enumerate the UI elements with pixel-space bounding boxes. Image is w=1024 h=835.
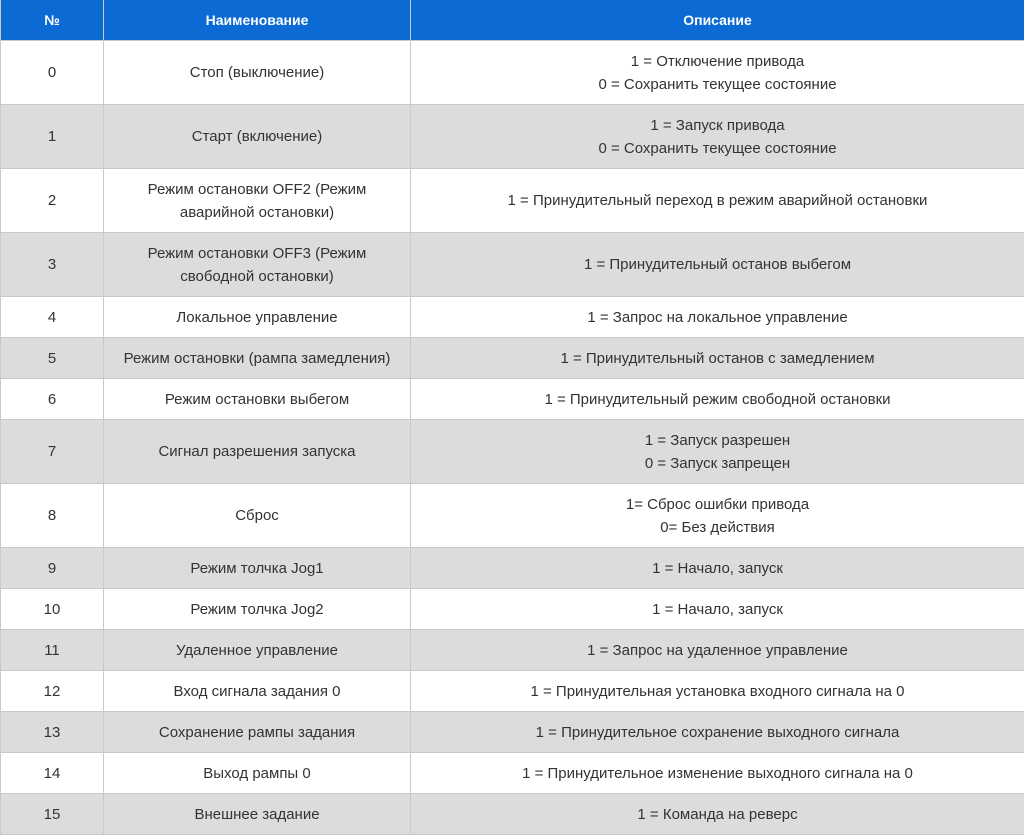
cell-number: 2 — [1, 169, 104, 233]
cell-description — [411, 379, 1024, 420]
cell-description — [411, 589, 1024, 630]
cell-number: 13 — [1, 712, 104, 753]
table-body — [1, 41, 1024, 835]
cell-description — [411, 794, 1024, 835]
description-line: 1 = Принудительное сохранение выходного сигнала — [535, 723, 900, 741]
cell-number: 7 — [1, 420, 104, 484]
cell-name: Сброс — [104, 484, 411, 548]
cell-description — [411, 233, 1024, 297]
cell-name: Локальное управление — [104, 297, 411, 338]
cell-number: 10 — [1, 589, 104, 630]
cell-name: Режим толчка Jog2 — [104, 589, 411, 630]
cell-number: 9 — [1, 548, 104, 589]
table-row — [1, 712, 1024, 753]
table-row — [1, 105, 1024, 169]
cell-number: 1 — [1, 105, 104, 169]
table-row — [1, 484, 1024, 548]
cell-description — [411, 169, 1024, 233]
description-line: 1 = Принудительный режим свободной остановки — [544, 390, 891, 408]
cell-number: 15 — [1, 794, 104, 835]
cell-name: Режим остановки выбегом — [104, 379, 411, 420]
cell-description — [411, 753, 1024, 794]
table-row — [1, 379, 1024, 420]
table-row — [1, 420, 1024, 484]
description-line: 1 = Команда на реверс — [637, 805, 798, 823]
header-number: № — [1, 0, 104, 41]
description-line: 0= Без действия — [660, 518, 775, 536]
cell-name: Сохранение рампы задания — [104, 712, 411, 753]
cell-number: 8 — [1, 484, 104, 548]
cell-name: Выход рампы 0 — [104, 753, 411, 794]
description-line: 1 = Начало, запуск — [652, 600, 783, 618]
table-row — [1, 630, 1024, 671]
cell-name: Удаленное управление — [104, 630, 411, 671]
description-line: 0 = Сохранить текущее состояние — [598, 75, 837, 93]
cell-number: 3 — [1, 233, 104, 297]
cell-description — [411, 548, 1024, 589]
description-line: 1 = Принудительный останов с замедлением — [560, 349, 875, 367]
description-line: 1 = Принудительный переход в режим аварийной остановки — [507, 192, 928, 209]
description-line: 0 = Запуск запрещен — [644, 454, 791, 472]
cell-name: Режим остановки OFF2 (Режим аварийной остановки) — [104, 169, 411, 233]
cell-name: Внешнее задание — [104, 794, 411, 835]
description-line: 1 = Принудительный останов выбегом — [583, 256, 852, 273]
table-row — [1, 794, 1024, 835]
cell-number: 6 — [1, 379, 104, 420]
cell-description — [411, 630, 1024, 671]
cell-number: 5 — [1, 338, 104, 379]
cell-name: Вход сигнала задания 0 — [104, 671, 411, 712]
header-name: Наименование — [104, 0, 411, 41]
cell-name: Сигнал разрешения запуска — [104, 420, 411, 484]
cell-name: Режим остановки OFF3 (Режим свободной остановки) — [104, 233, 411, 297]
cell-number: 12 — [1, 671, 104, 712]
description-line: 1= Сброс ошибки привода — [625, 495, 810, 513]
table-row — [1, 338, 1024, 379]
header-row — [1, 0, 1024, 41]
cell-description — [411, 420, 1024, 484]
description-line: 1 = Начало, запуск — [652, 559, 783, 577]
cell-description — [411, 484, 1024, 548]
cell-description — [411, 712, 1024, 753]
cell-name: Режим остановки (рампа замедления) — [104, 338, 411, 379]
cell-number: 11 — [1, 630, 104, 671]
description-line: 1 = Отключение привода — [630, 52, 805, 70]
table-row — [1, 671, 1024, 712]
table-row — [1, 297, 1024, 338]
cell-number: 14 — [1, 753, 104, 794]
cell-name: Режим толчка Jog1 — [104, 548, 411, 589]
description-line: 0 = Сохранить текущее состояние — [598, 139, 837, 157]
description-line: 1 = Принудительное изменение выходного сигнала на 0 — [522, 764, 913, 782]
description-line: 1 = Запуск привода — [650, 116, 785, 134]
header-description: Описание — [411, 0, 1024, 41]
cell-description — [411, 671, 1024, 712]
table-row — [1, 233, 1024, 297]
cell-name: Стоп (выключение) — [104, 41, 411, 105]
cell-number: 0 — [1, 41, 104, 105]
description-line: 1 = Запрос на удаленное управление — [587, 641, 848, 659]
cell-name: Старт (включение) — [104, 105, 411, 169]
table-row — [1, 169, 1024, 233]
description-line: 1 = Запуск разрешен — [644, 431, 791, 449]
cell-description — [411, 338, 1024, 379]
cell-description — [411, 41, 1024, 105]
cell-description — [411, 297, 1024, 338]
table-row — [1, 41, 1024, 105]
description-line: 1 = Запрос на локальное управление — [587, 308, 848, 326]
table-row — [1, 548, 1024, 589]
table-row — [1, 753, 1024, 794]
table-row — [1, 589, 1024, 630]
cell-number: 4 — [1, 297, 104, 338]
table-header — [1, 0, 1024, 41]
description-line: 1 = Принудительная установка входного сигнала на 0 — [530, 682, 905, 700]
cell-description — [411, 105, 1024, 169]
